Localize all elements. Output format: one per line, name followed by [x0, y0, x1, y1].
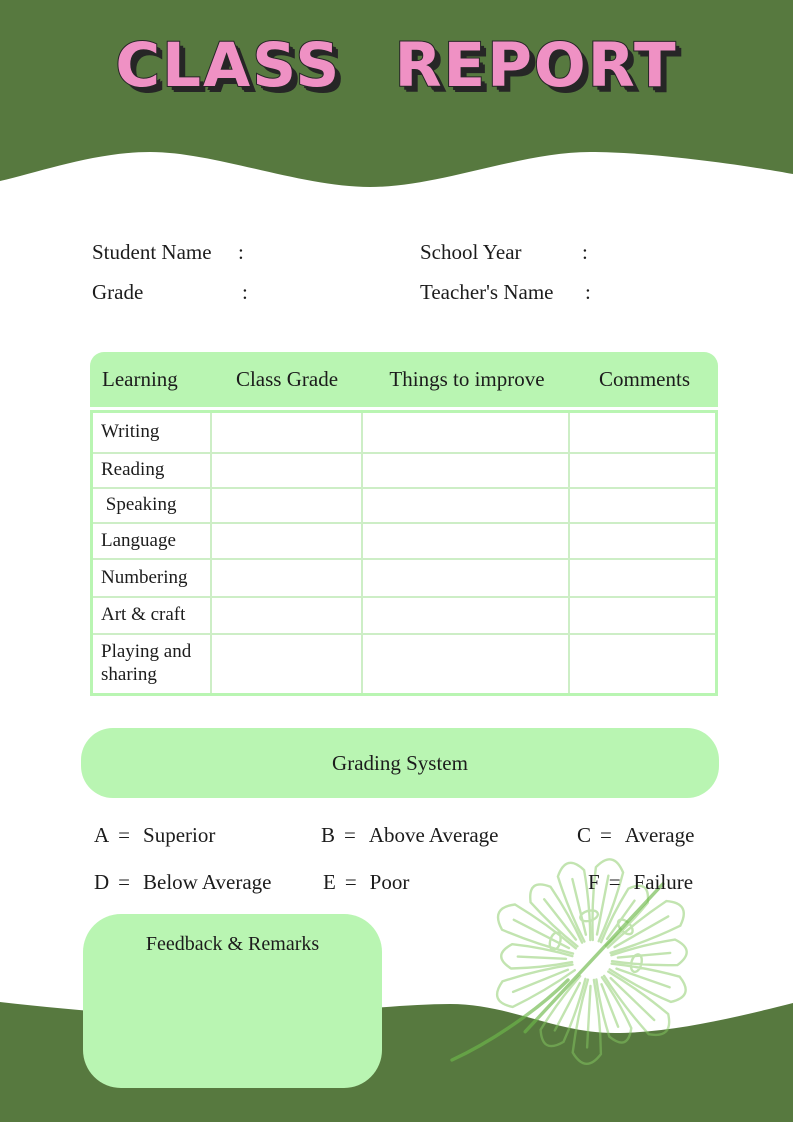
column-header-learning: Learning	[102, 367, 178, 391]
comments-cell[interactable]	[570, 560, 715, 596]
row-label-numbering: Numbering	[93, 560, 210, 596]
feedback-box	[83, 914, 382, 1088]
equals-sign: =	[118, 870, 131, 894]
student-name-field	[92, 238, 334, 266]
grade-meaning: Poor	[369, 870, 410, 894]
grade-cell[interactable]	[212, 635, 361, 693]
grade-value[interactable]	[248, 278, 338, 304]
grade-entry-a	[94, 823, 215, 848]
grade-entry-b	[321, 823, 499, 848]
grading-system-title: Grading System	[332, 750, 468, 775]
feedback-content[interactable]	[83, 956, 382, 1088]
grade-cell[interactable]	[212, 489, 361, 522]
grade-letter: A	[94, 823, 110, 847]
grade-cell[interactable]	[212, 524, 361, 558]
teacher-name-value[interactable]	[591, 278, 681, 304]
improve-cell[interactable]	[363, 413, 568, 452]
comments-cell[interactable]	[570, 524, 715, 558]
student-name-colon: :	[238, 240, 244, 264]
improve-cell[interactable]	[363, 598, 568, 633]
column-header-things-to-improve: Things to improve	[389, 367, 545, 391]
comments-cell[interactable]	[570, 454, 715, 487]
row-label-language: Language	[93, 524, 210, 558]
grade-entry-c	[577, 823, 694, 848]
table-header	[90, 352, 718, 407]
grade-label: Grade	[92, 280, 144, 304]
grade-cell[interactable]	[212, 560, 361, 596]
row-label-playing-sharing: Playing and sharing	[93, 635, 210, 693]
student-name-label: Student Name	[92, 240, 212, 264]
grade-cell[interactable]	[212, 413, 361, 452]
student-name-value[interactable]	[244, 238, 334, 264]
teacher-name-field	[420, 278, 681, 306]
equals-sign: =	[344, 870, 357, 894]
grade-cell[interactable]	[212, 454, 361, 487]
equals-sign: =	[600, 823, 612, 847]
page-title: CLASS REPORT	[115, 30, 678, 101]
improve-cell[interactable]	[363, 454, 568, 487]
column-header-comments: Comments	[598, 367, 690, 391]
grade-letter: F	[588, 870, 600, 894]
row-label-reading: Reading	[93, 454, 210, 487]
school-year-colon: :	[582, 240, 588, 264]
improve-cell[interactable]	[363, 489, 568, 522]
grade-letter: C	[577, 823, 592, 847]
comments-cell[interactable]	[570, 489, 715, 522]
feedback-title: Feedback & Remarks	[145, 933, 320, 955]
comments-cell[interactable]	[570, 413, 715, 452]
grade-letter: E	[323, 870, 336, 894]
grade-colon: :	[242, 280, 248, 304]
row-label-speaking: Speaking	[93, 489, 210, 522]
column-header-class-grade: Class Grade	[235, 367, 339, 391]
school-year-label: School Year	[420, 240, 522, 264]
report-table	[90, 352, 718, 696]
row-label-writing: Writing	[93, 413, 210, 452]
school-year-value[interactable]	[588, 238, 678, 264]
equals-sign: =	[344, 823, 356, 847]
grade-meaning: Average	[624, 823, 695, 847]
teacher-name-label: Teacher's Name	[420, 280, 554, 304]
table-body	[90, 410, 718, 696]
equals-sign: =	[608, 870, 621, 894]
grade-letter: B	[321, 823, 336, 847]
comments-cell[interactable]	[570, 635, 715, 693]
school-year-field	[420, 238, 678, 266]
grade-entry-f	[588, 870, 693, 895]
comments-cell[interactable]	[570, 598, 715, 633]
grade-letter: D	[94, 870, 110, 894]
teacher-name-colon: :	[585, 280, 591, 304]
row-label-art-craft: Art & craft	[93, 598, 210, 633]
improve-cell[interactable]	[363, 560, 568, 596]
grade-meaning: Above Average	[368, 823, 499, 847]
grade-entry-e	[323, 870, 409, 895]
grade-field	[92, 278, 338, 306]
improve-cell[interactable]	[363, 635, 568, 693]
grading-system-banner	[81, 728, 719, 798]
equals-sign: =	[118, 823, 131, 847]
grade-cell[interactable]	[212, 598, 361, 633]
grade-meaning: Failure	[633, 870, 694, 894]
grade-entry-d	[94, 870, 272, 895]
grade-meaning: Superior	[143, 823, 216, 847]
improve-cell[interactable]	[363, 524, 568, 558]
grade-meaning: Below Average	[143, 870, 272, 894]
